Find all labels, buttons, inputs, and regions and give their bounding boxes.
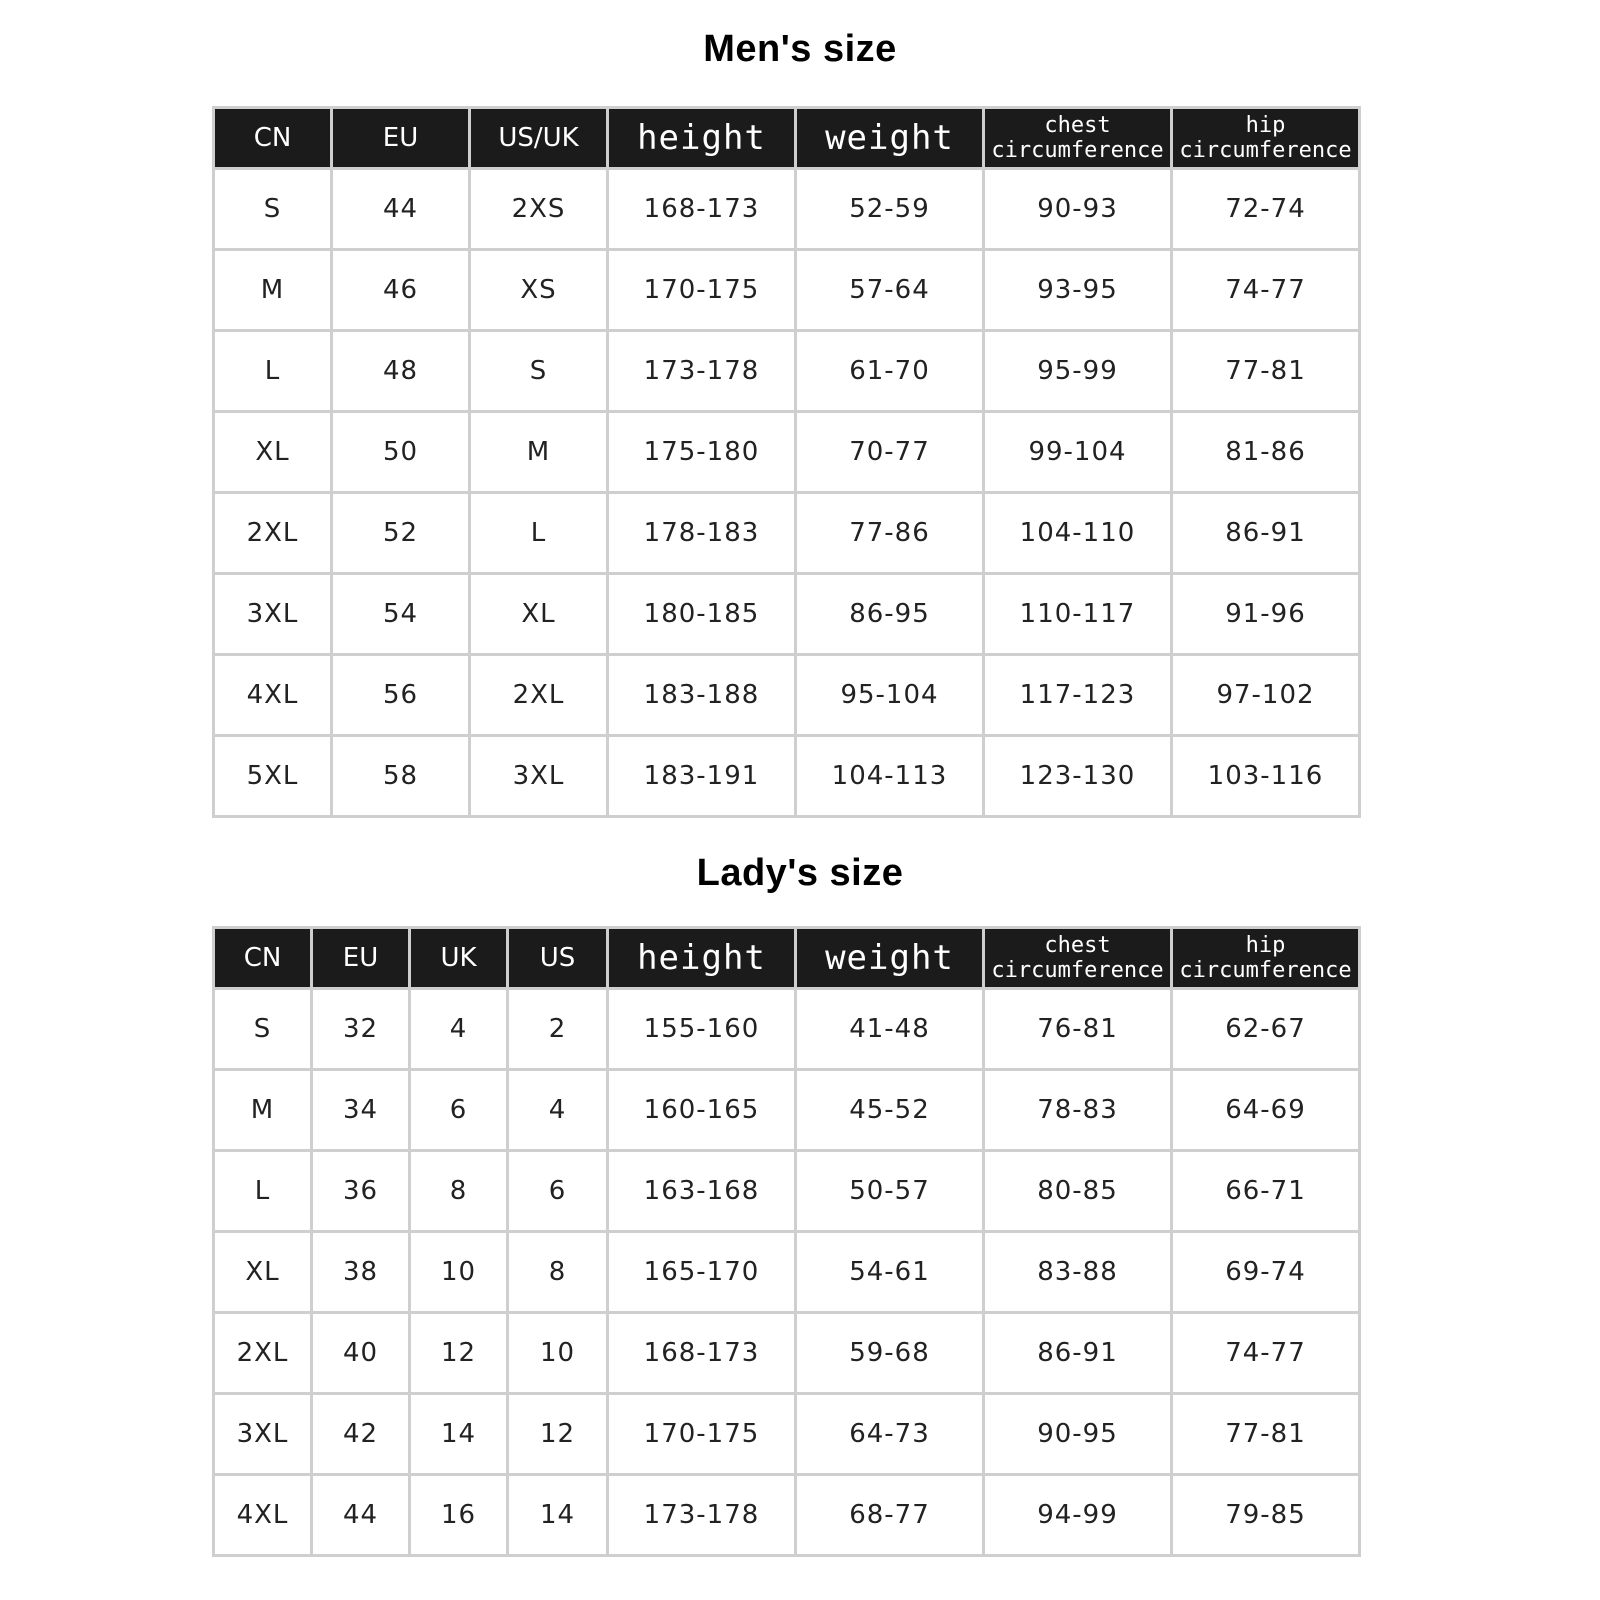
header-uk: UK — [410, 928, 508, 989]
table-cell: 52-59 — [796, 169, 984, 250]
table-cell: 183-188 — [608, 655, 796, 736]
table-cell: 123-130 — [984, 736, 1172, 817]
table-cell: 40 — [312, 1313, 410, 1394]
table-cell: 4 — [508, 1070, 608, 1151]
table-cell: 74-77 — [1172, 250, 1360, 331]
header-hip-line1: hip — [1245, 933, 1286, 958]
header-weight: weight — [796, 108, 984, 169]
table-cell: 2XL — [214, 1313, 312, 1394]
table-row — [214, 1232, 1360, 1313]
table-row — [214, 250, 1360, 331]
header-hip-line2: circumference — [1179, 138, 1352, 163]
table-row — [214, 655, 1360, 736]
table-cell: 103-116 — [1172, 736, 1360, 817]
header-hip-circumference — [1172, 108, 1360, 169]
header-chest-circumference — [984, 108, 1172, 169]
table-cell: 99-104 — [984, 412, 1172, 493]
table-cell: 2XL — [470, 655, 608, 736]
table-cell: 8 — [410, 1151, 508, 1232]
lady-header-row — [214, 928, 1360, 989]
table-cell: 110-117 — [984, 574, 1172, 655]
men-size-title: Men's size — [703, 28, 897, 70]
table-cell: 46 — [332, 250, 470, 331]
table-row — [214, 169, 1360, 250]
table-cell: 62-67 — [1172, 989, 1360, 1070]
header-chest-line1: chest — [1044, 113, 1111, 138]
table-cell: 61-70 — [796, 331, 984, 412]
table-cell: 12 — [410, 1313, 508, 1394]
table-cell: 72-74 — [1172, 169, 1360, 250]
table-cell: 170-175 — [608, 1394, 796, 1475]
table-cell: 4 — [410, 989, 508, 1070]
lady-table-body — [214, 989, 1360, 1556]
table-cell: 14 — [410, 1394, 508, 1475]
table-cell: 2XS — [470, 169, 608, 250]
table-cell: L — [214, 1151, 312, 1232]
table-cell: 2XL — [214, 493, 332, 574]
table-cell: 90-95 — [984, 1394, 1172, 1475]
table-cell: 90-93 — [984, 169, 1172, 250]
table-cell: 50 — [332, 412, 470, 493]
table-cell: 78-83 — [984, 1070, 1172, 1151]
table-cell: 66-71 — [1172, 1151, 1360, 1232]
table-cell: 10 — [508, 1313, 608, 1394]
table-cell: M — [214, 1070, 312, 1151]
table-cell: 48 — [332, 331, 470, 412]
table-cell: S — [214, 989, 312, 1070]
header-chest-circumference — [984, 928, 1172, 989]
table-cell: S — [214, 169, 332, 250]
lady-size-title: Lady's size — [696, 852, 904, 894]
table-cell: 173-178 — [608, 331, 796, 412]
table-row — [214, 1070, 1360, 1151]
table-cell: 44 — [332, 169, 470, 250]
table-row — [214, 1151, 1360, 1232]
table-cell: 36 — [312, 1151, 410, 1232]
table-cell: 57-64 — [796, 250, 984, 331]
table-cell: 155-160 — [608, 989, 796, 1070]
table-cell: 8 — [508, 1232, 608, 1313]
table-cell: 44 — [312, 1475, 410, 1556]
table-cell: 12 — [508, 1394, 608, 1475]
table-cell: 77-81 — [1172, 331, 1360, 412]
table-cell: 168-173 — [608, 1313, 796, 1394]
table-cell: 77-86 — [796, 493, 984, 574]
table-row — [214, 331, 1360, 412]
table-cell: 69-74 — [1172, 1232, 1360, 1313]
table-cell: 50-57 — [796, 1151, 984, 1232]
table-cell: 86-91 — [984, 1313, 1172, 1394]
table-cell: 3XL — [214, 1394, 312, 1475]
header-chest-line2: circumference — [991, 138, 1164, 163]
header-us-uk: US/UK — [470, 108, 608, 169]
table-row — [214, 493, 1360, 574]
table-row — [214, 1394, 1360, 1475]
table-cell: 117-123 — [984, 655, 1172, 736]
table-cell: 16 — [410, 1475, 508, 1556]
table-cell: 58 — [332, 736, 470, 817]
table-cell: 95-104 — [796, 655, 984, 736]
table-row — [214, 1313, 1360, 1394]
table-cell: 86-95 — [796, 574, 984, 655]
table-cell: 97-102 — [1172, 655, 1360, 736]
table-cell: 81-86 — [1172, 412, 1360, 493]
table-cell: M — [470, 412, 608, 493]
table-cell: 14 — [508, 1475, 608, 1556]
table-cell: 6 — [508, 1151, 608, 1232]
header-weight: weight — [796, 928, 984, 989]
table-cell: 45-52 — [796, 1070, 984, 1151]
table-row — [214, 1475, 1360, 1556]
table-cell: L — [470, 493, 608, 574]
header-cn: CN — [214, 108, 332, 169]
table-cell: 4XL — [214, 1475, 312, 1556]
table-cell: 77-81 — [1172, 1394, 1360, 1475]
header-height: height — [608, 928, 796, 989]
table-cell: L — [214, 331, 332, 412]
table-cell: 54-61 — [796, 1232, 984, 1313]
table-cell: 4XL — [214, 655, 332, 736]
table-cell: 3XL — [214, 574, 332, 655]
lady-size-table — [212, 926, 1361, 1557]
header-eu: EU — [312, 928, 410, 989]
header-height: height — [608, 108, 796, 169]
header-eu: EU — [332, 108, 470, 169]
table-cell: 86-91 — [1172, 493, 1360, 574]
table-cell: 3XL — [470, 736, 608, 817]
table-cell: 64-73 — [796, 1394, 984, 1475]
header-hip-line2: circumference — [1179, 958, 1352, 983]
table-cell: 74-77 — [1172, 1313, 1360, 1394]
table-cell: 175-180 — [608, 412, 796, 493]
table-cell: 170-175 — [608, 250, 796, 331]
table-cell: 76-81 — [984, 989, 1172, 1070]
table-cell: XL — [214, 1232, 312, 1313]
table-cell: 79-85 — [1172, 1475, 1360, 1556]
table-cell: 178-183 — [608, 493, 796, 574]
table-cell: S — [470, 331, 608, 412]
table-cell: 59-68 — [796, 1313, 984, 1394]
table-cell: 93-95 — [984, 250, 1172, 331]
table-cell: 10 — [410, 1232, 508, 1313]
table-cell: 34 — [312, 1070, 410, 1151]
table-cell: 168-173 — [608, 169, 796, 250]
table-cell: 165-170 — [608, 1232, 796, 1313]
table-cell: 41-48 — [796, 989, 984, 1070]
table-cell: 68-77 — [796, 1475, 984, 1556]
table-row — [214, 736, 1360, 817]
table-row — [214, 412, 1360, 493]
table-cell: 104-113 — [796, 736, 984, 817]
table-cell: 42 — [312, 1394, 410, 1475]
header-chest-line2: circumference — [991, 958, 1164, 983]
table-cell: 160-165 — [608, 1070, 796, 1151]
header-hip-line1: hip — [1245, 113, 1286, 138]
table-cell: 5XL — [214, 736, 332, 817]
table-cell: 83-88 — [984, 1232, 1172, 1313]
table-cell: XL — [214, 412, 332, 493]
table-cell: XL — [470, 574, 608, 655]
men-size-table — [212, 106, 1361, 818]
table-cell: 56 — [332, 655, 470, 736]
table-cell: M — [214, 250, 332, 331]
table-cell: 183-191 — [608, 736, 796, 817]
table-cell: 64-69 — [1172, 1070, 1360, 1151]
table-row — [214, 574, 1360, 655]
table-cell: 91-96 — [1172, 574, 1360, 655]
header-cn: CN — [214, 928, 312, 989]
table-cell: 32 — [312, 989, 410, 1070]
table-cell: 95-99 — [984, 331, 1172, 412]
header-us: US — [508, 928, 608, 989]
table-cell: 70-77 — [796, 412, 984, 493]
table-cell: 52 — [332, 493, 470, 574]
table-cell: 104-110 — [984, 493, 1172, 574]
table-cell: 180-185 — [608, 574, 796, 655]
header-chest-line1: chest — [1044, 933, 1111, 958]
table-cell: 2 — [508, 989, 608, 1070]
table-cell: 94-99 — [984, 1475, 1172, 1556]
table-cell: 6 — [410, 1070, 508, 1151]
header-hip-circumference — [1172, 928, 1360, 989]
table-cell: 80-85 — [984, 1151, 1172, 1232]
table-cell: 173-178 — [608, 1475, 796, 1556]
men-header-row — [214, 108, 1360, 169]
table-row — [214, 989, 1360, 1070]
table-cell: 54 — [332, 574, 470, 655]
table-cell: XS — [470, 250, 608, 331]
men-table-body — [214, 169, 1360, 817]
table-cell: 38 — [312, 1232, 410, 1313]
table-cell: 163-168 — [608, 1151, 796, 1232]
